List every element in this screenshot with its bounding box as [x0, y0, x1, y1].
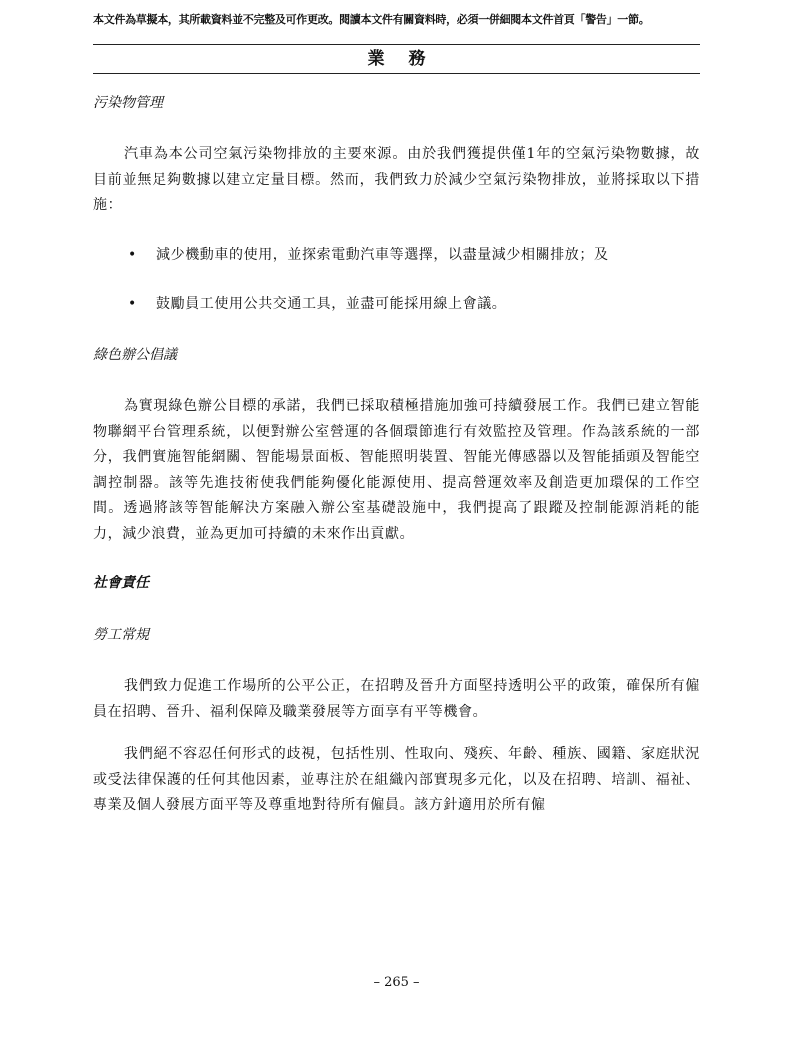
- draft-warning-banner: 本文件為草擬本，其所載資料並不完整及可作更改。閱讀本文件有關資料時，必須一併細閱本文件首頁「警告」一節。: [93, 13, 650, 26]
- paragraph-green-office: 為實現綠色辦公目標的承諾，我們已採取積極措施加強可持續發展工作。我們已建立智能物聯網平台管理系統，以便對辦公室營運的各個環節進行有效監控及管理。作為該系統的一部分，我們實施智能網關、智能場景面板、智能照明裝置、智能光傳感器以及智能插頭及智能空調控制器。該等先進技術使我們能夠優化能源使用、提高營運效率及創造更加環保的工作空間。透過將該等智能解決方案融入辦公室基礎設施中，我們提高了跟蹤及控制能源消耗的能力，減少浪費，並為更加可持續的未來作出貢獻。: [93, 398, 700, 542]
- page-number: – 265 –: [373, 975, 420, 990]
- bullet-text: 鼓勵員工使用公共交通工具，並盡可能採用線上會議。: [156, 296, 507, 312]
- bullet-text: 減少機動車的使用，並探索電動汽車等選擇，以盡量減少相關排放；及: [156, 247, 609, 263]
- heading-labour-practices: 勞工常規: [93, 627, 149, 643]
- bullet-icon: •: [128, 296, 137, 312]
- heading-social-responsibility: 社會責任: [93, 575, 149, 591]
- page-section-title: 業務: [93, 44, 700, 74]
- bullet-icon: •: [128, 247, 137, 263]
- heading-pollution-management: 污染物管理: [93, 95, 163, 111]
- paragraph-pollution: 汽車為本公司空氣污染物排放的主要來源。由於我們獲提供僅1年的空氣污染物數據，故目前並無足夠數據以建立定量目標。然而，我們致力於減少空氣污染物排放，並將採取以下措施：: [93, 146, 700, 213]
- heading-green-office: 綠色辦公倡議: [93, 347, 177, 363]
- paragraph-labour-2: 我們絕不容忍任何形式的歧視，包括性別、性取向、殘疾、年齡、種族、國籍、家庭狀況或受法律保護的任何其他因素，並專注於在組織內部實現多元化，以及在招聘、培訓、福祉、專業及個人發展方面平等及尊重地對待所有僱員。該方針適用於所有僱: [93, 746, 700, 813]
- paragraph-labour-1: 我們致力促進工作場所的公平公正，在招聘及晉升方面堅持透明公平的政策，確保所有僱員在招聘、晉升、福利保障及職業發展等方面享有平等機會。: [93, 678, 700, 720]
